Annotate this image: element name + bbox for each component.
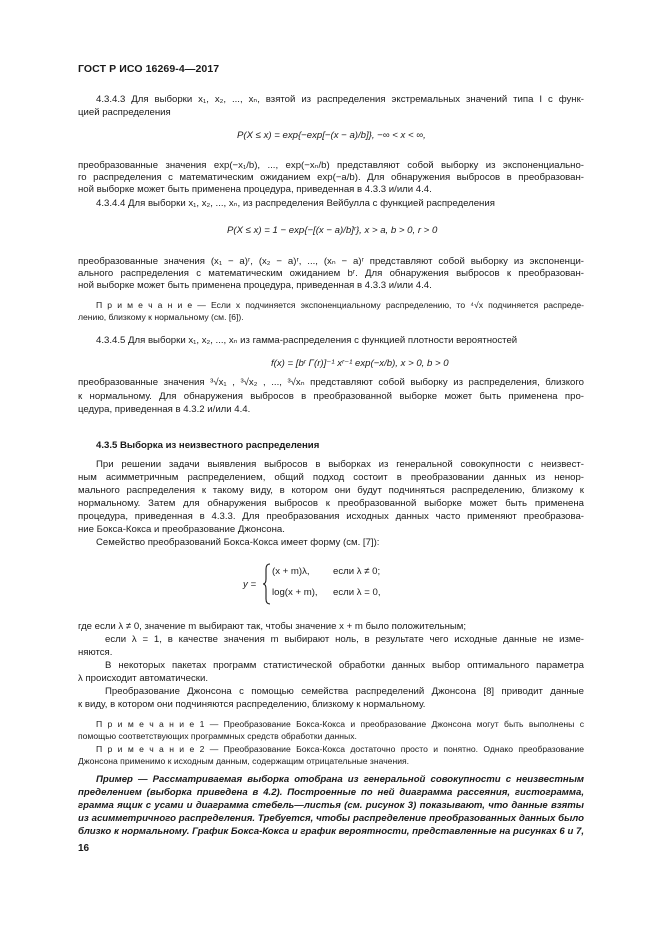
s435-p6b: к виду, в котором они подчиняются распределению, близкому к нормальному. [78,699,426,710]
s435-p1-line6: ние Бокса-Кокса и преобразование Джонсона. [78,524,285,535]
s4343-p2: го распределения с математическим ожиданием exp(−a/b). Для обнаружения выбросов в преобразован- [78,172,584,183]
s435-p4b: няются. [78,647,113,658]
s435-p3: где если λ ≠ 0, значение m выбирают так, чтобы значение x + m было положительным; [78,621,467,632]
s4345-p2: к нормальному. Для обнаружения выбросов в преобразованной выборке может быть применена про- [78,391,584,402]
document-header: ГОСТ Р ИСО 16269-4—2017 [78,63,220,75]
example-line4: из асимметричного распределения. Требуется, чтобы распределение преобразованных данных было [78,813,584,824]
s4345-line1: 4.3.4.5 Для выборки x₁, x₂, ..., xₙ из гамма-распределения с функцией плотности вероятностей [96,335,518,346]
boxcox-case1-cond: если λ ≠ 0; [333,566,381,577]
boxcox-case2: log(x + m), [272,587,318,598]
s4343-p1: преобразованные значения exp(−x₁/b), ..., exp(−xₙ/b) представляют собой выборку из экспоненциально- [78,160,584,171]
s435-p1-line4: нормальному. Затем для обнаружения выбросов к преобразованной выборке может быть применена [78,498,584,509]
s435-p1-line1: При решении задачи выявления выбросов в выборках из генеральной совокупности с неизвест- [96,459,584,470]
s4343-line1: 4.3.4.3 Для выборки x₁, x₂, ..., xₙ, взятой из распределения экстремальных значений типа I с функ- [96,94,584,105]
s435-p6a: Преобразование Джонсона с помощью семейства распределений Джонсона [8] приводит данные [105,686,584,697]
s435-p4a: если λ = 1, в качестве значения m выбирают ноль, в результате чего исходные данные не изме- [105,634,584,645]
s4344-p2: ального распределения с математическим ожиданием bʳ. Для обнаружения выбросов к преобразован- [78,268,584,279]
s4343-p3: ной выборке может быть применена процедура, приведенная в 4.3.3 и/или 4.4. [78,184,432,195]
s4344-formula: P(X ≤ x) = 1 − exp{−[(x − a)/b]ʳ}, x > a, b > 0, r > 0 [227,225,438,236]
s4343-line2: цией распределения [78,107,171,118]
s4344-p1: преобразованные значения (x₁ − a)ʳ, (x₂ − a)ʳ, ..., (xₙ − a)ʳ представляют собой выборку из экспоненци- [78,256,584,267]
boxcox-y: y = [243,579,257,590]
s435-p1-line2: ным асимметричным распределением, общий подход состоит в преобразовании данных из ненор- [78,472,584,483]
formula-brace [262,563,272,605]
note2-1-line2: помощью соответствующих программных средств обработки данных. [78,731,357,741]
note2-1-line1: П р и м е ч а н и е 1 — Преобразование Бокса-Кокса и преобразование Джонсона могут быть выполнены с [96,719,584,729]
note1-line1: П р и м е ч а н и е — Если x подчиняется экспоненциальному распределению, то ⁴√x подчиняется распреде- [96,300,584,310]
example-line2: пределением (выборка приведена в 4.2). Построенные по ней диаграмма рассеяния, гистограмма, [78,787,584,798]
example-line1: Пример — Рассматриваемая выборка отобрана из генеральной совокупности с неизвестным [96,774,584,785]
s435-p5b: λ происходит автоматически. [78,673,208,684]
note1-line2: лению, близкому к нормальному (см. [6]). [78,312,244,322]
s435-p2: Семейство преобразований Бокса-Кокса имеет форму (см. [7]): [96,537,380,548]
s435-p1-line5: процедура, приведенная в 4.3.3. Для преобразования исходных данных часто применяют преобразова- [78,511,584,522]
note2-2-line2: Джонсона применимо к исходным данным, содержащим отрицательные значения. [78,756,410,766]
s4345-p1: преобразованные значения ³√x₁ , ³√x₂ , ..., ³√xₙ представляют собой выборку из распределения, близкого [78,377,584,388]
example-line5: близко к нормальному. График Бокса-Кокса и график вероятности, представленные на рисунках 6 и 7, [78,826,584,837]
s4344-p3: ной выборке может быть применена процедура, приведенная в 4.3.3 и/или 4.4. [78,280,432,291]
s4345-formula: f(x) = [bʳ Γ(r)]⁻¹ xʳ⁻¹ exp(−x/b), x > 0, b > 0 [271,358,449,369]
s4345-p3: цедура, приведенная в 4.3.2 и/или 4.4. [78,404,251,415]
example-line3: грамма ящик с усами и диаграмма стебель—листья (см. рисунок 3) показывают, что данные взяты [78,800,584,811]
s4343-formula: P(X ≤ x) = exp{−exp[−(x − a)/b]}, −∞ < x < ∞, [237,130,426,141]
page-number: 16 [78,843,90,854]
boxcox-case1: (x + m)λ, [272,566,310,577]
s4344-line1: 4.3.4.4 Для выборки x₁, x₂, ..., xₙ, из распределения Вейбулла с функцией распределения [96,198,495,209]
s435-p5a: В некоторых пакетах программ статистической обработки данных выбор оптимального параметра [105,660,584,671]
s435-p1-line3: мального распределения к такому виду, в котором они будут подчиняться распределению, близкому к [78,485,584,496]
boxcox-case2-cond: если λ = 0, [333,587,381,598]
section-heading: 4.3.5 Выборка из неизвестного распределения [96,440,320,451]
note2-2-line1: П р и м е ч а н и е 2 — Преобразование Бокса-Кокса достаточно просто и понятно. Однако преобразование [96,744,584,754]
